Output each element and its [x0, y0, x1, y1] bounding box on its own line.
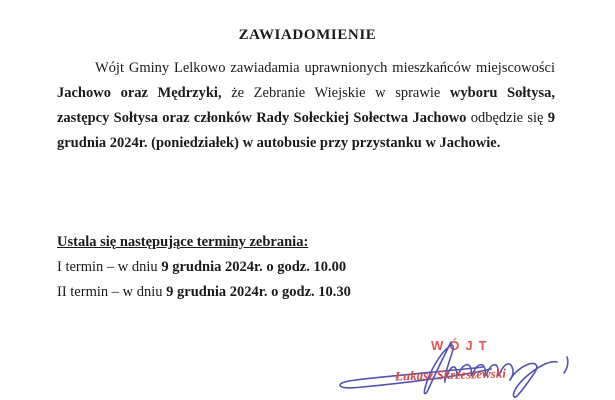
meeting-terms-section	[57, 230, 555, 305]
terms-heading: Ustala się następujące terminy zebrania:	[57, 234, 309, 250]
mayor-stamp-title: WÓJT	[431, 338, 493, 353]
notice-paragraph: Wójt Gminy Lelkowo zawiadamia uprawnionych mieszkańców miejscowości Jachowo oraz Mędrzyki, że Zebranie Wiejskie w sprawie wyboru Sołtysa, zastępcy Sołtysa oraz członków Rady Sołeckiej Sołectwa Jachowo odbędzie się 9 grudnia 2024r. (poniedziałek) w autobusie przy przystanku w Jachowie.	[57, 60, 555, 151]
term-first: I termin – w dniu 9 grudnia 2024r. o godz. 10.00	[57, 259, 347, 275]
signature-block	[333, 336, 585, 398]
document-title: ZAWIADOMIENIE	[238, 27, 377, 43]
mayor-stamp-name: Łukasz Skrzeszewski	[394, 365, 507, 384]
term-second: II termin – w dniu 9 grudnia 2024r. o godz. 10.30	[57, 284, 351, 300]
